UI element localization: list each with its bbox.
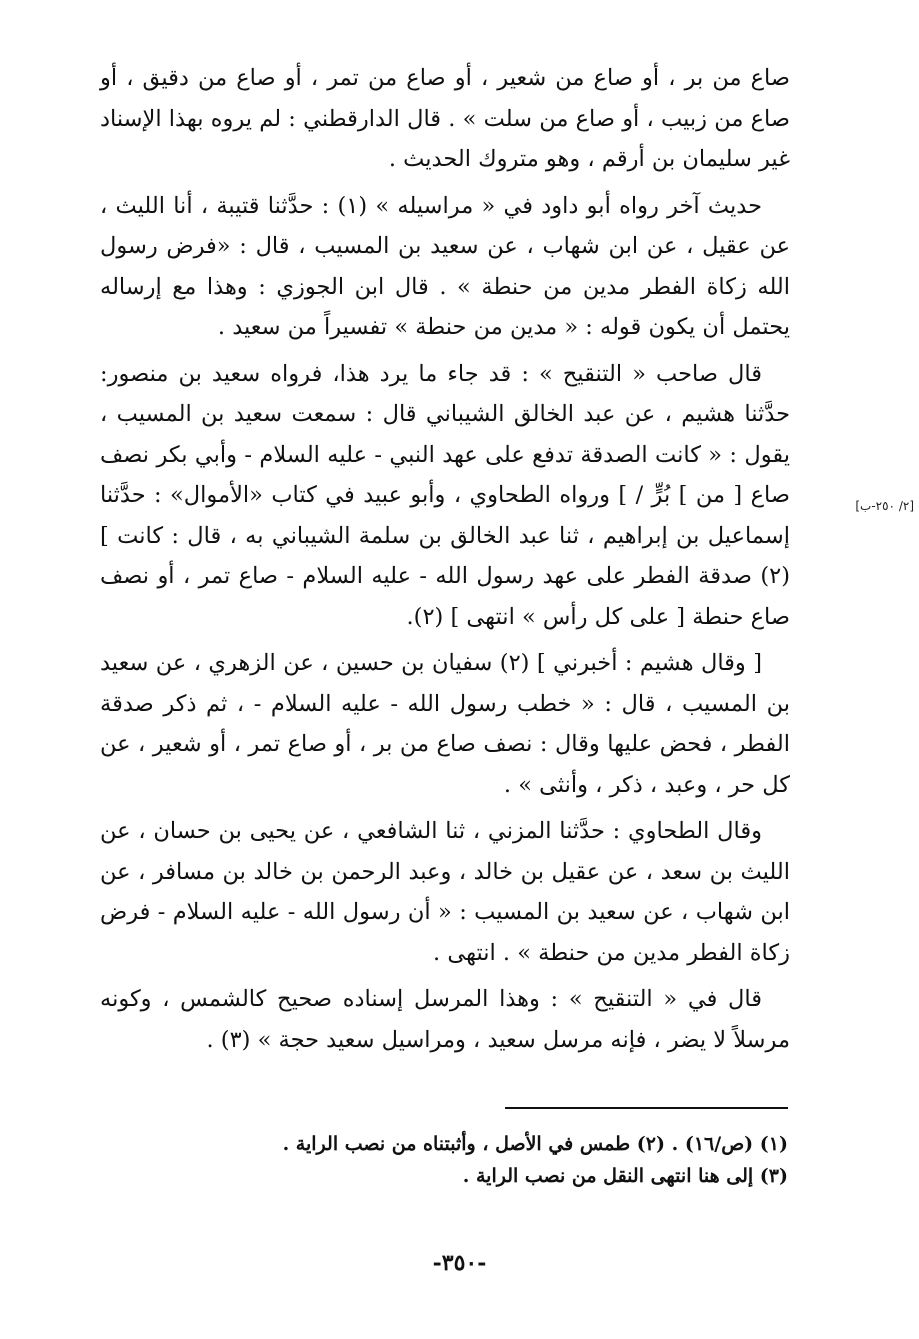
footnote-line-2: (٣) إلى هنا انتهى النقل من نصب الراية . [462, 1165, 788, 1187]
paragraph-1: صاع من بر ، أو صاع من شعير ، أو صاع من تمر ، أو صاع من دقيق ، أو صاع من زبيب ، أو صاع من سلت » . قال الدارقطني : لم يروه بهذا الإسناد غير سليمان بن أرقم ، وهو متروك الحديث . [100, 65, 790, 172]
paragraph-4: [ وقال هشيم : أخبرني ] (٢) سفيان بن حسين ، عن الزهري ، عن سعيد بن المسيب ، قال : « خطب رسول الله - عليه السلام - ، ثم ذكر صدقة الفطر ، فحض عليها وقال : نصف صاع من بر ، أو صاع تمر ، أو شعير ، عن كل حر ، وعبد ، ذكر ، وأنثى » . [100, 650, 790, 798]
main-text [100, 58, 790, 1066]
footnotes [282, 1128, 788, 1192]
footnote-line-1: (١) (ص/١٦) . (٢) طمس في الأصل ، وأثبتناه من نصب الراية . [282, 1133, 788, 1155]
paragraph-5: وقال الطحاوي : حدَّثنا المزني ، ثنا الشافعي ، عن يحيى بن حسان ، عن الليث بن سعد ، عن عقيل بن خالد ، وعبد الرحمن بن خالد بن مسافر ، عن ابن شهاب ، عن سعيد بن المسيب : « أن رسول الله - عليه السلام - فرض زكاة الفطر مدين من حنطة » . انتهى . [100, 818, 790, 966]
paragraph-3: قال صاحب « التنقيح » : قد جاء ما يرد هذا، فرواه سعيد بن منصور: حدَّثنا هشيم ، عن عبد الخالق الشيباني قال : سمعت سعيد بن المسيب ، يقول : « كانت الصدقة تدفع على عهد النبي - عليه السلام - وأبي بكر نصف صاع [ من ] بُرٍّ / ] ورواه الطحاوي ، وأبو عبيد في كتاب «الأموال» : حدَّثنا إسماعيل بن إبراهيم ، ثنا عبد الخالق بن سلمة الشيباني به ، قال : كانت ] (٢) صدقة الفطر على عهد رسول الله - عليه السلام - صاع تمر ، أو نصف صاع حنطة [ على كل رأس » انتهى ] (٢). [100, 360, 790, 630]
footnote-separator [505, 1107, 788, 1109]
manuscript-folio-note: [٢/ ٢٥٠-ب] [855, 499, 914, 513]
paragraph-6: قال في « التنقيح » : وهذا المرسل إسناده صحيح كالشمس ، وكونه مرسلاً لا يضر ، فإنه مرسل سعيد ، ومراسيل سعيد حجة » (٣) . [100, 986, 790, 1053]
paragraph-2: حديث آخر رواه أبو داود في « مراسيله » (١) : حدَّثنا قتيبة ، أنا الليث ، عن عقيل ، عن ابن شهاب ، عن سعيد بن المسيب ، قال : «فرض رسول الله زكاة الفطر مدين من حنطة » . قال ابن الجوزي : وهذا مع إرساله يحتمل أن يكون قوله : « مدين من حنطة » تفسيراً من سعيد . [100, 192, 790, 340]
page-number: -٣٥٠- [432, 1250, 487, 1276]
